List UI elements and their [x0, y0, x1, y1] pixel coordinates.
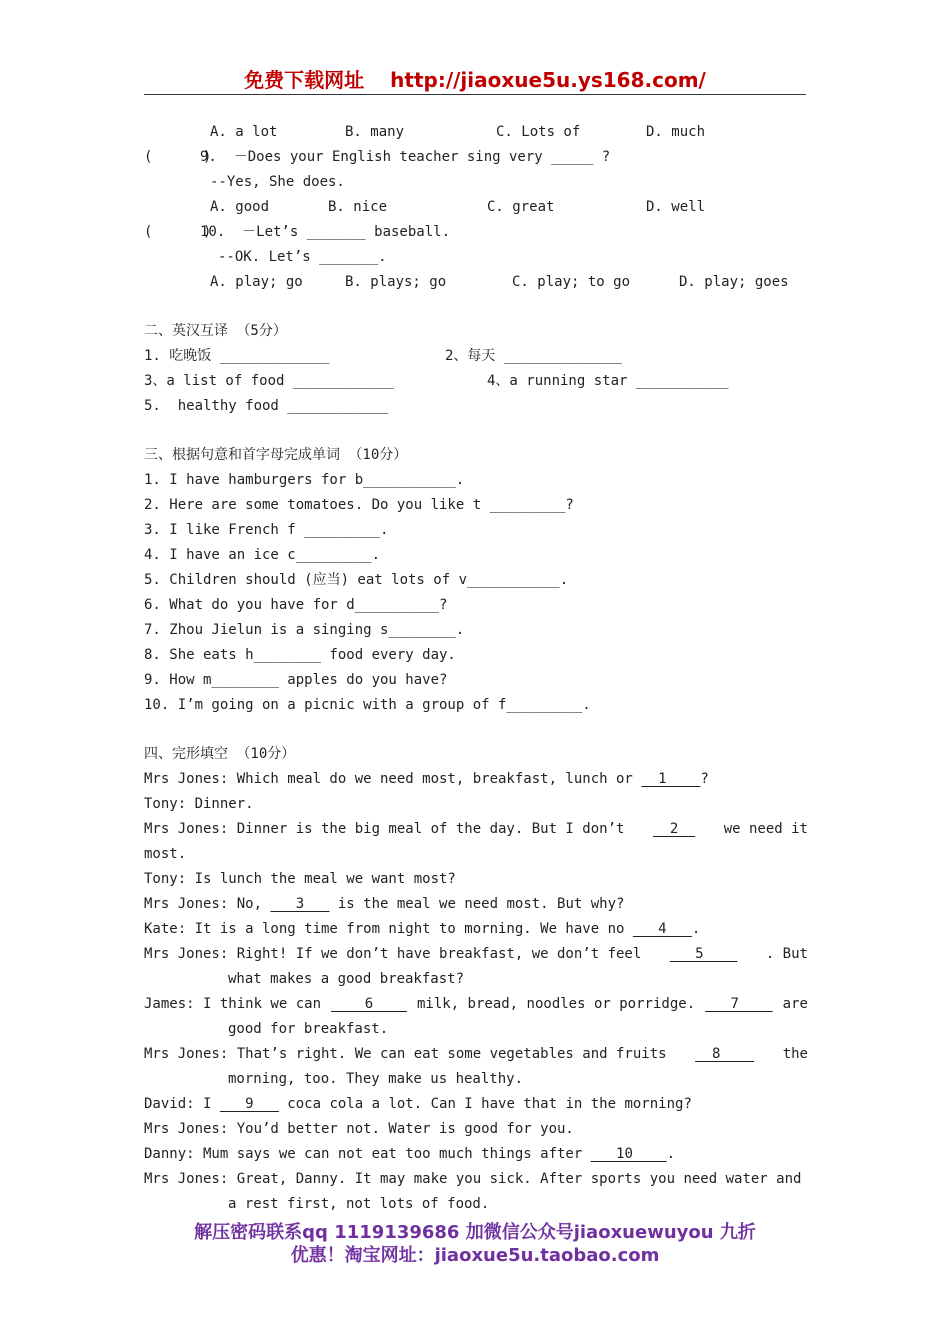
q9-text: 9. －Does your English teacher sing very _____ ? — [200, 149, 611, 165]
sec3-item-2: 2. Here are some tomatoes. Do you like t _________? — [144, 497, 574, 513]
cloze-text: coca cola a lot. Can I have that in the morning? — [278, 1096, 692, 1112]
cloze-text: Mrs Jones: Right! If we don’t have breakfast, we don’t feel — [144, 946, 642, 962]
q10-stem — [144, 220, 808, 245]
q9-option-c: C. great — [487, 199, 555, 215]
footer-line-1: 解压密码联系qq 1119139686 加微信公众号jiaoxuewuyou 九折 — [194, 1222, 756, 1243]
q9-answer: --Yes, She does. — [210, 174, 345, 190]
cloze-text: the — [782, 1046, 808, 1062]
q9-options — [144, 195, 808, 220]
header-label: 免费下载网址 — [244, 68, 365, 92]
sec2-item-4: 4、a running star ___________ — [487, 373, 729, 389]
cloze-line — [144, 942, 808, 967]
q8-option-c: C. Lots of — [496, 124, 581, 140]
sec3-item-3: 3. I like French f _________. — [144, 522, 389, 538]
cloze-blank-4[interactable]: 4 — [632, 921, 692, 937]
cloze-line: good for breakfast. — [228, 1021, 389, 1037]
section-2-title: 二、英汉互译 （5分） — [144, 323, 287, 339]
cloze-text: Mrs Jones: Which meal do we need most, breakfast, lunch or — [144, 771, 642, 787]
cloze-line: morning, too. They make us healthy. — [228, 1071, 524, 1087]
cloze-text: Mrs Jones: That’s right. We can eat some vegetables and fruits — [144, 1046, 667, 1062]
q9-answer-paren[interactable]: ( ) — [144, 149, 212, 165]
sec2-item-2: 2、每天 ______________ — [445, 348, 622, 364]
cloze-text: Kate: It is a long time from night to morning. We have no — [144, 921, 633, 937]
footer-line-2: 优惠！淘宝网址：jiaoxue5u.taobao.com — [290, 1245, 660, 1266]
cloze-text: are — [782, 996, 808, 1012]
cloze-line — [144, 767, 808, 792]
cloze-text: we need it — [723, 821, 808, 837]
cloze-line — [144, 817, 808, 842]
sec3-item-4: 4. I have an ice c_________. — [144, 547, 381, 563]
cloze-text: . — [691, 921, 701, 937]
q8-options — [144, 120, 808, 145]
q8-option-d: D. much — [646, 124, 706, 140]
sec3-item-7: 7. Zhou Jielun is a singing s________. — [144, 622, 465, 638]
q10-option-d: D. play; goes — [679, 274, 789, 290]
cloze-text: Danny: Mum says we can not eat too much things after — [144, 1146, 591, 1162]
cloze-text: Mrs Jones: Dinner is the big meal of the day. But I don’t — [144, 821, 625, 837]
cloze-line — [144, 1092, 808, 1117]
cloze-blank-10[interactable]: 10 — [590, 1146, 667, 1162]
cloze-blank-6[interactable]: 6 — [331, 996, 407, 1012]
sec3-item-1: 1. I have hamburgers for b___________. — [144, 472, 465, 488]
cloze-blank-8[interactable]: 8 — [695, 1046, 755, 1062]
q8-option-a: A. a lot — [210, 124, 278, 140]
cloze-blank-2[interactable]: 2 — [652, 821, 696, 837]
cloze-blank-9[interactable]: 9 — [219, 1096, 279, 1112]
cloze-line: Tony: Is lunch the meal we want most? — [144, 871, 456, 887]
sec3-item-6: 6. What do you have for d__________? — [144, 597, 448, 613]
sec2-item-5: 5. healthy food ____________ — [144, 398, 389, 414]
sec3-item-8: 8. She eats h________ food every day. — [144, 647, 456, 663]
cloze-line — [144, 1142, 808, 1167]
cloze-line — [144, 917, 808, 942]
cloze-line: Mrs Jones: Great, Danny. It may make you sick. After sports you need water and — [144, 1171, 802, 1187]
q9-option-d: D. well — [646, 199, 706, 215]
section-3-title: 三、根据句意和首字母完成单词 （10分） — [144, 447, 408, 463]
cloze-line: a rest first, not lots of food. — [228, 1196, 490, 1212]
cloze-text: James: I think we can — [144, 996, 322, 1012]
cloze-text: ? — [700, 771, 709, 787]
q10-option-a: A. play; go — [210, 274, 303, 290]
cloze-line: Tony: Dinner. — [144, 796, 254, 812]
cloze-text: Mrs Jones: No, — [144, 896, 271, 912]
sec3-item-10: 10. I’m going on a picnic with a group of f_________. — [144, 697, 591, 713]
q10-answer: --OK. Let’s _______. — [218, 249, 387, 265]
q8-option-b: B. many — [345, 124, 405, 140]
q10-options — [144, 270, 808, 295]
q10-answer-paren[interactable]: ( ) — [144, 224, 212, 240]
cloze-blank-5[interactable]: 5 — [669, 946, 738, 962]
cloze-line: most. — [144, 846, 187, 862]
q9-stem — [144, 145, 808, 170]
cloze-blank-7[interactable]: 7 — [705, 996, 773, 1012]
sec2-item-3: 3、a list of food ____________ — [144, 373, 395, 389]
sec3-item-5: 5. Children should (应当) eat lots of v___________. — [144, 572, 569, 588]
cloze-line — [144, 992, 808, 1017]
cloze-blank-1[interactable]: 1 — [641, 771, 701, 787]
q10-text: 10. －Let’s _______ baseball. — [200, 224, 451, 240]
cloze-blank-3[interactable]: 3 — [270, 896, 330, 912]
sec2-row-1 — [144, 344, 808, 369]
header-url-link[interactable]: http://jiaoxue5u.ys168.com/ — [390, 68, 706, 92]
cloze-line — [144, 892, 808, 917]
worksheet — [144, 120, 808, 1217]
q10-option-b: B. plays; go — [345, 274, 447, 290]
cloze-text: is the meal we need most. But why? — [329, 896, 625, 912]
cloze-line: Mrs Jones: You’d better not. Water is good for you. — [144, 1121, 574, 1137]
cloze-line: what makes a good breakfast? — [228, 971, 465, 987]
sec2-item-1: 1. 吃晚饭 _____________ — [144, 348, 330, 364]
section-4-title: 四、完形填空 （10分） — [144, 746, 296, 762]
cloze-text: milk, bread, noodles or porridge. — [416, 996, 696, 1012]
q9-option-b: B. nice — [328, 199, 388, 215]
page-header — [144, 66, 806, 95]
cloze-line — [144, 1042, 808, 1067]
cloze-text: David: I — [144, 1096, 220, 1112]
q9-option-a: A. good — [210, 199, 270, 215]
cloze-text: . — [666, 1146, 676, 1162]
sec2-row-2 — [144, 369, 808, 394]
q10-option-c: C. play; to go — [512, 274, 631, 290]
sec3-item-9: 9. How m________ apples do you have? — [144, 672, 448, 688]
cloze-text: . But — [765, 946, 808, 962]
